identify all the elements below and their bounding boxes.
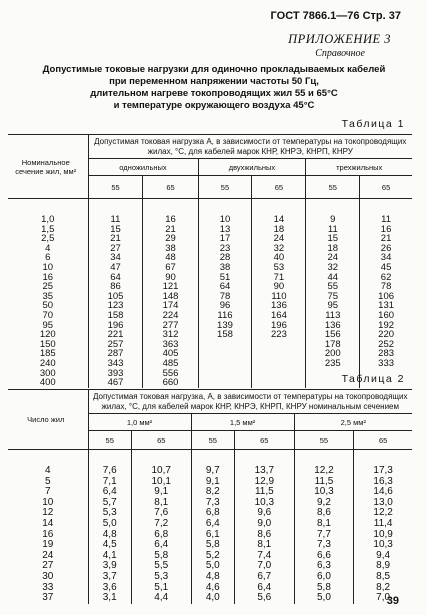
table1-temp: 65 (143, 176, 198, 199)
table-cell: 178 (306, 340, 360, 350)
table-cell: 131 (360, 301, 412, 311)
table-cell: 556 (143, 369, 198, 379)
table-cell: 29 (143, 234, 198, 244)
table1-group-header: Допустимая токовая нагрузка А, в зависимости от температуры на токопроводящих жилах, °C, для кабелей марок КНР, КНРЭ, КНРП, КНРУ (88, 135, 412, 159)
appendix-subtitle: Справочное (315, 48, 365, 59)
table-row (8, 234, 412, 244)
table-cell: 62 (360, 273, 412, 283)
title-line: и температуре окружающего воздуха 45°C (113, 100, 315, 111)
title-line: Допустимые токовые нагрузки для одиночно прокладываемых кабелей (42, 64, 386, 75)
table-cell: 4,6 (191, 583, 234, 594)
table-cell: 393 (88, 369, 143, 379)
table-cell: 158 (88, 311, 143, 321)
table-cell: 55 (306, 282, 360, 292)
cores-label: 19 (42, 539, 54, 551)
table-cell: 116 (198, 311, 252, 321)
table-cell: 312 (143, 330, 198, 340)
table-cell: 6,8 (191, 508, 234, 519)
table-cell: 11 (306, 225, 360, 235)
table-cell: 67 (143, 263, 198, 273)
section-label: 95 (42, 319, 54, 331)
table2-temp: 55 (191, 431, 234, 450)
table-cell: 156 (306, 330, 360, 340)
table-cell: 21 (88, 234, 143, 244)
table-cell: 15 (88, 225, 143, 235)
section-label: 300 (39, 367, 56, 379)
section-label: 2,5 (41, 233, 55, 245)
table2-temp: 65 (234, 431, 294, 450)
table-cell: 287 (88, 349, 143, 359)
table1 (8, 134, 412, 388)
section-label: 185 (39, 348, 56, 360)
table-cell: 148 (143, 292, 198, 302)
table-row (8, 273, 412, 283)
table-cell (252, 369, 306, 379)
cores-label: 37 (42, 592, 54, 604)
table-cell: 8,1 (294, 519, 354, 530)
table-cell: 136 (252, 301, 306, 311)
table-cell: 220 (360, 330, 412, 340)
table-cell: 3,1 (88, 593, 131, 604)
table-cell (252, 349, 306, 359)
table-row (8, 572, 412, 583)
table-row (8, 292, 412, 302)
table-cell: 7,7 (294, 530, 354, 541)
table-cell: 64 (88, 273, 143, 283)
page-number: 39 (386, 595, 399, 607)
table-cell: 8,1 (131, 498, 191, 509)
table-cell: 12,9 (234, 477, 294, 488)
section-label: 4 (45, 242, 51, 254)
table-cell: 8,6 (294, 508, 354, 519)
table-cell: 24 (252, 234, 306, 244)
table1-group: трехжильных (306, 159, 412, 176)
title-line: при переменном напряжении частоты 50 Гц, (109, 76, 319, 87)
table-cell: 343 (88, 359, 143, 369)
table-cell: 4,0 (191, 593, 234, 604)
table-cell: 405 (143, 349, 198, 359)
table-cell: 64 (198, 282, 252, 292)
table-cell: 45 (360, 263, 412, 273)
table-cell: 78 (198, 292, 252, 302)
table-cell (198, 369, 252, 379)
table-cell: 34 (360, 253, 412, 263)
table-cell: 24 (306, 253, 360, 263)
table-cell: 3,6 (88, 583, 131, 594)
section-label: 150 (39, 338, 56, 350)
table-cell: 4,4 (131, 593, 191, 604)
table-cell: 4,5 (88, 540, 131, 551)
table-cell: 7,0 (354, 593, 412, 604)
table-cell (198, 340, 252, 350)
table-cell (198, 359, 252, 369)
table-cell: 200 (306, 349, 360, 359)
table-row (8, 593, 412, 604)
table-cell: 363 (143, 340, 198, 350)
table-cell: 90 (143, 273, 198, 283)
cores-label: 16 (42, 528, 54, 540)
table-cell: 8,2 (191, 487, 234, 498)
table1-group: одножильных (88, 159, 198, 176)
table-cell: 5,8 (294, 583, 354, 594)
table2-temp: 65 (354, 431, 412, 450)
table-cell: 224 (143, 311, 198, 321)
table-cell (252, 359, 306, 369)
table-cell: 27 (88, 244, 143, 254)
table-cell: 51 (198, 273, 252, 283)
section-label: 1,0 (41, 214, 55, 225)
table-cell: 5,6 (234, 593, 294, 604)
cores-label: 14 (42, 517, 54, 529)
table-cell: 5,8 (191, 540, 234, 551)
cores-label: 24 (42, 549, 54, 561)
table-row (8, 282, 412, 292)
table-cell: 26 (360, 244, 412, 254)
table2 (8, 389, 412, 604)
table-cell: 11 (88, 199, 143, 225)
cores-label: 30 (42, 570, 54, 582)
table-cell: 467 (88, 378, 143, 388)
table-cell: 7,4 (234, 551, 294, 562)
table-cell: 9,0 (234, 519, 294, 530)
table-cell: 485 (143, 359, 198, 369)
section-label: 240 (39, 357, 56, 369)
table-cell: 7,6 (88, 450, 131, 477)
document-title (18, 64, 410, 112)
table-cell: 8,1 (234, 540, 294, 551)
section-label: 70 (42, 309, 54, 321)
table1-temp: 65 (360, 176, 412, 199)
table-cell: 5,5 (131, 561, 191, 572)
table1-temp: 55 (306, 176, 360, 199)
table-cell: 123 (88, 301, 143, 311)
table-cell: 75 (306, 292, 360, 302)
table-cell: 90 (252, 282, 306, 292)
table-cell: 5,1 (131, 583, 191, 594)
table-cell: 32 (306, 263, 360, 273)
section-label: 25 (42, 281, 54, 293)
table-cell: 9,7 (191, 450, 234, 477)
table-cell: 106 (360, 292, 412, 302)
table-cell: 121 (143, 282, 198, 292)
table-cell: 9,1 (191, 477, 234, 488)
table-row (8, 330, 412, 340)
table-cell: 38 (143, 244, 198, 254)
cores-label: 10 (42, 496, 54, 508)
table-cell: 12,2 (294, 450, 354, 477)
table-cell: 78 (360, 282, 412, 292)
table-cell: 196 (88, 321, 143, 331)
table-cell: 21 (360, 234, 412, 244)
table-cell: 13 (198, 225, 252, 235)
table-cell: 9,6 (234, 508, 294, 519)
table-cell: 8,2 (354, 583, 412, 594)
table-cell: 192 (360, 321, 412, 331)
table-cell: 47 (88, 263, 143, 273)
table-cell (252, 378, 306, 388)
table-cell (198, 378, 252, 388)
table1-caption: Таблица 1 (341, 118, 405, 130)
table-cell: 9,2 (294, 498, 354, 509)
section-label: 16 (42, 271, 54, 283)
table2-group: 1,5 мм² (191, 414, 294, 431)
table1-row-label: Номинальное сечение жил, мм² (8, 135, 88, 199)
table-cell: 17,3 (354, 450, 412, 477)
cores-label: 7 (44, 486, 51, 498)
table-cell: 12,2 (354, 508, 412, 519)
table-cell: 40 (252, 253, 306, 263)
table2-group: 1,0 мм² (88, 414, 191, 431)
table-row (8, 253, 412, 263)
table-cell: 4,1 (88, 551, 131, 562)
table-cell: 48 (143, 253, 198, 263)
table-cell: 13,7 (234, 450, 294, 477)
table-row (8, 199, 412, 225)
table-cell: 3,7 (88, 572, 131, 583)
table-cell: 38 (198, 263, 252, 273)
table2-caption: Таблица 2 (341, 373, 405, 385)
section-label: 400 (39, 377, 56, 389)
table-cell: 71 (252, 273, 306, 283)
table-cell: 10,3 (234, 498, 294, 509)
table-cell: 14 (252, 199, 306, 225)
table-cell: 3,9 (88, 561, 131, 572)
table-cell: 11 (360, 199, 412, 225)
table-cell: 252 (360, 340, 412, 350)
table-cell: 5,3 (131, 572, 191, 583)
table-cell: 164 (252, 311, 306, 321)
table-cell: 44 (306, 273, 360, 283)
table1-temp: 65 (252, 176, 306, 199)
table-cell: 333 (360, 359, 412, 369)
table-cell: 34 (88, 253, 143, 263)
table-cell: 28 (198, 253, 252, 263)
table-cell: 10,7 (131, 450, 191, 477)
table-cell: 136 (306, 321, 360, 331)
table-cell: 6,7 (234, 572, 294, 583)
section-label: 50 (42, 300, 54, 312)
table-cell: 6,6 (294, 551, 354, 562)
table-cell: 95 (306, 301, 360, 311)
table-cell: 32 (252, 244, 306, 254)
table-cell: 174 (143, 301, 198, 311)
table1-temp: 55 (88, 176, 143, 199)
table-cell: 4,8 (88, 530, 131, 541)
table-row (8, 519, 412, 530)
table-cell: 283 (360, 349, 412, 359)
table-cell: 10,1 (131, 477, 191, 488)
cores-label: 12 (42, 507, 54, 519)
table-cell: 16 (360, 225, 412, 235)
appendix-title: ПРИЛОЖЕНИЕ 3 (288, 32, 391, 46)
table-cell (252, 340, 306, 350)
table-cell: 6,1 (191, 530, 234, 541)
table-cell: 17 (198, 234, 252, 244)
table-cell: 23 (198, 244, 252, 254)
table2-temp: 55 (294, 431, 354, 450)
standard-code: ГОСТ 7866.1—76 (270, 10, 360, 22)
table-row (8, 450, 412, 477)
table2-temp: 55 (88, 431, 131, 450)
table-cell: 6,4 (191, 519, 234, 530)
table-cell: 235 (306, 359, 360, 369)
table2-group: 2,5 мм² (294, 414, 412, 431)
table-cell: 110 (252, 292, 306, 302)
table1-temp: 55 (198, 176, 252, 199)
table-cell: 11,5 (294, 477, 354, 488)
table-cell: 8,6 (234, 530, 294, 541)
table2-group-header: Допустимая токовая нагрузка, А, в зависимости от температуры на токопроводящих жилах, °C, для кабелей марок КНР, КНРЭ, КНРП, КНРУ номинальным сечением (88, 390, 412, 414)
table-cell: 5,0 (88, 519, 131, 530)
table-cell: 16,3 (354, 477, 412, 488)
cores-label: 33 (42, 581, 54, 593)
table-cell: 223 (252, 330, 306, 340)
title-line: длительном нагреве токопроводящих жил 55 и 65°C (90, 88, 338, 99)
table-cell: 277 (143, 321, 198, 331)
table-cell: 5,8 (131, 551, 191, 562)
table-cell: 21 (143, 225, 198, 235)
cores-label: 4 (44, 465, 51, 476)
table-row (8, 349, 412, 359)
table-cell: 86 (88, 282, 143, 292)
table-cell: 160 (360, 311, 412, 321)
table-cell: 10,3 (354, 540, 412, 551)
table-cell: 96 (198, 301, 252, 311)
table-cell: 6,4 (131, 540, 191, 551)
table-cell (198, 349, 252, 359)
table-cell: 158 (198, 330, 252, 340)
table-row (8, 340, 412, 350)
table-cell: 18 (306, 244, 360, 254)
table-cell: 53 (252, 263, 306, 273)
table-cell: 9,1 (131, 487, 191, 498)
table-cell: 8,9 (354, 561, 412, 572)
table-cell: 11,5 (234, 487, 294, 498)
table-cell: 6,8 (131, 530, 191, 541)
table2-temp: 65 (131, 431, 191, 450)
table-cell: 5,0 (294, 593, 354, 604)
table-cell: 16 (143, 199, 198, 225)
table-cell: 4,8 (191, 572, 234, 583)
table-cell: 7,1 (88, 477, 131, 488)
table-cell: 11,4 (354, 519, 412, 530)
table-cell: 5,0 (191, 561, 234, 572)
table-cell: 13,0 (354, 498, 412, 509)
page-header (271, 10, 401, 22)
table-cell: 196 (252, 321, 306, 331)
cores-label: 27 (42, 560, 54, 572)
table-row (8, 311, 412, 321)
table-cell: 8,5 (354, 572, 412, 583)
table-row (8, 301, 412, 311)
table-cell: 139 (198, 321, 252, 331)
table-cell: 257 (88, 340, 143, 350)
table-cell: 7,2 (131, 519, 191, 530)
table-cell: 7,3 (191, 498, 234, 509)
cores-label: 5 (44, 475, 51, 487)
table-cell: 221 (88, 330, 143, 340)
table-cell: 5,7 (88, 498, 131, 509)
table-row (8, 321, 412, 331)
table-cell: 7,6 (131, 508, 191, 519)
table-cell: 9 (306, 199, 360, 225)
table-cell: 6,4 (88, 487, 131, 498)
section-label: 35 (42, 290, 54, 302)
table-cell: 10,3 (294, 487, 354, 498)
table-cell: 5,2 (191, 551, 234, 562)
table-cell: 5,3 (88, 508, 131, 519)
section-label: 1,5 (41, 223, 55, 235)
table-row (8, 244, 412, 254)
table-cell: 14,6 (354, 487, 412, 498)
table-cell: 6,0 (294, 572, 354, 583)
table-row (8, 225, 412, 235)
table-cell: 10,9 (354, 530, 412, 541)
table-cell: 7,3 (294, 540, 354, 551)
section-label: 120 (39, 329, 56, 341)
table-cell: 9,4 (354, 551, 412, 562)
table-row (8, 263, 412, 273)
table1-group: двухжильных (198, 159, 306, 176)
table-cell: 113 (306, 311, 360, 321)
table-cell: 105 (88, 292, 143, 302)
table-cell: 660 (143, 378, 198, 388)
table-cell: 6,3 (294, 561, 354, 572)
table-cell: 6,4 (234, 583, 294, 594)
table-cell: 7,0 (234, 561, 294, 572)
table-cell: 10 (198, 199, 252, 225)
table-cell: 15 (306, 234, 360, 244)
section-label: 6 (45, 252, 51, 264)
table2-row-label: Число жил (8, 390, 88, 450)
table-row (8, 359, 412, 369)
section-label: 10 (42, 261, 54, 273)
page-label: Стр. 37 (362, 10, 401, 22)
table-cell: 18 (252, 225, 306, 235)
